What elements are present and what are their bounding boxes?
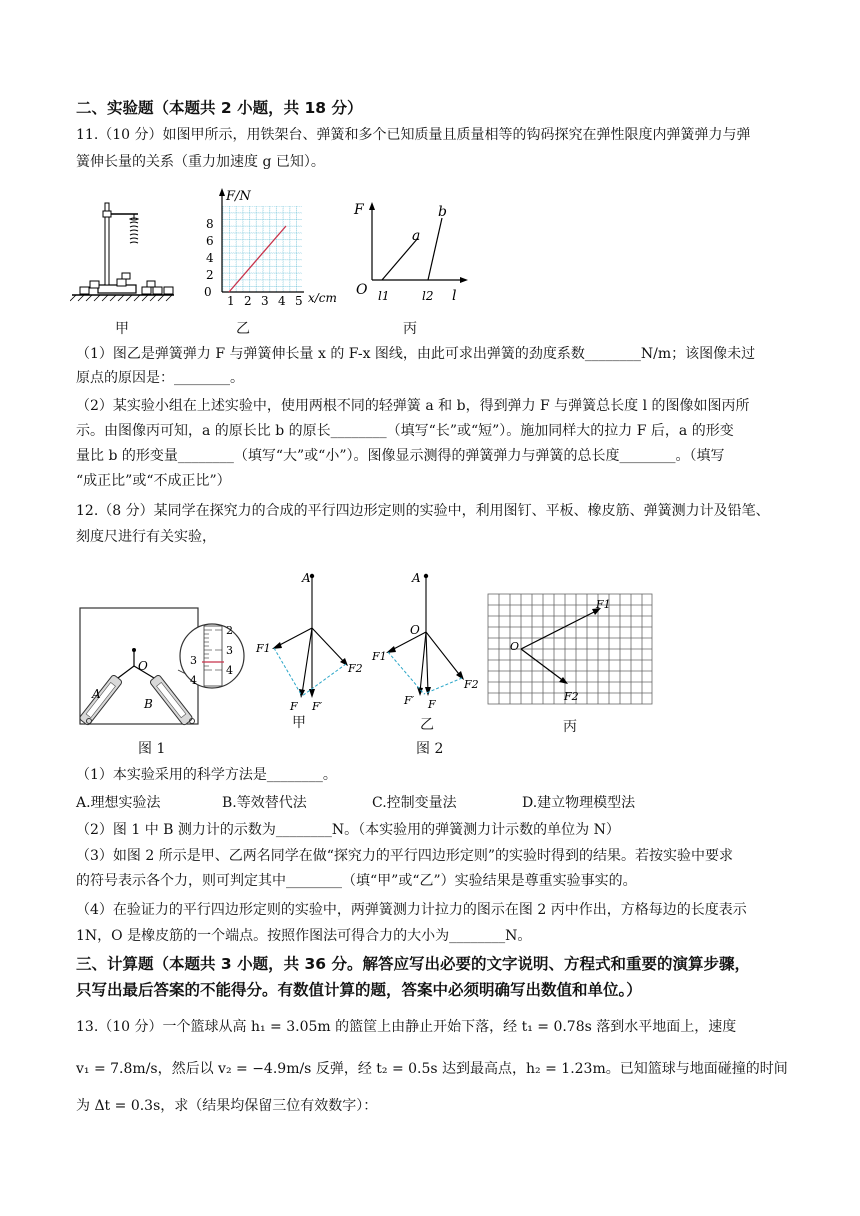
q12-yi-label-F2: F2 (464, 678, 479, 691)
q11-bing-label-b: b (438, 204, 447, 220)
q11-yi-ytick: 4 (206, 251, 214, 265)
q12-part1: （1）本实验采用的科学方法是________。 (76, 767, 337, 783)
q11-bing-label-l: l (452, 288, 457, 304)
q12-stem-line1: 12.（8 分）某同学在探究力的合成的平行四边形定则的实验中，利用图钉、平板、橡皮筋、弹簧测力计及铅笔、 (76, 503, 770, 519)
q12-yi-label-O: O (410, 623, 420, 637)
q12-bing-label-F2: F2 (564, 690, 579, 703)
section-2-title: 二、实验题（本题共 2 小题，共 18 分） (76, 99, 363, 117)
q11-yi-xtick: 1 (227, 294, 235, 306)
q12-gauge-right-3: 3 (226, 644, 233, 657)
q11-figure-yi (196, 186, 346, 306)
q11-yi-xlabel: x/cm (308, 291, 337, 305)
q12-option-b: B.等效替代法 (222, 795, 307, 811)
section-3-title-line1: 三、计算题（本题共 3 小题，共 36 分。解答应写出必要的文字说明、方程式和重要的演算步骤， (76, 955, 750, 973)
q11-part2-line4: “成正比”或“不成正比”） (76, 473, 231, 489)
q11-yi-xtick: 2 (244, 294, 252, 306)
q12-part4-line1: （4）在验证力的平行四边形定则的实验中，两弹簧测力计拉力的图示在图 2 丙中作出，方格每边的长度表示 (76, 902, 747, 918)
q12-figure-2-bing (484, 592, 656, 722)
q11-bing-ylabel: F (354, 202, 364, 218)
q11-yi-xtick: 5 (295, 294, 303, 306)
q11-part2-line3: 量比 b 的形变量________（填写“大”或“小”）。图像显示测得的弹簧弹力与弹簧的总长度________。（填写 (76, 448, 725, 464)
q12-fig1-label-A: A (92, 687, 101, 701)
q11-yi-ytick: 2 (206, 268, 214, 282)
q11-figure-bing (352, 196, 472, 308)
q12-option-c: C.控制变量法 (372, 795, 457, 811)
q13-line3: 为 Δt = 0.3s，求（结果均保留三位有效数字）： (76, 1098, 378, 1114)
q11-bing-label-a: a (412, 228, 421, 244)
q12-stem-line2: 刻度尺进行有关实验， (76, 529, 216, 545)
q11-figure-jia (70, 195, 180, 305)
q12-bing-label-F1: F1 (596, 598, 611, 611)
q12-option-a: A.理想实验法 (76, 795, 161, 811)
q13-line1: 13.（10 分）一个篮球从高 h₁ = 3.05m 的篮筐上由静止开始下落，经 t₁ = 0.78s 落到水平地面上，速度 (76, 1019, 737, 1035)
section-3-title-line2: 只写出最后答案的不能得分。有数值计算的题，答案中必须明确写出数值和单位。） (76, 981, 642, 999)
q12-gauge-right-4: 4 (226, 664, 233, 677)
q11-part1-line2: 原点的原因是：________。 (76, 370, 244, 386)
q12-part2: （2）图 1 中 B 测力计的示数为________N。（本实验用的弹簧测力计示数的单位为 N） (76, 822, 620, 838)
q11-yi-ytick: 6 (206, 234, 214, 248)
q11-part1-line1: （1）图乙是弹簧弹力 F 与弹簧伸长量 x 的 F-x 图线，由此可求出弹簧的劲度系数________N/m；该图像未过 (76, 346, 756, 362)
q12-jia-label-F: F (290, 700, 298, 713)
q12-gauge-left-4: 4 (190, 674, 197, 687)
q12-figure-2-yi (370, 568, 486, 718)
q11-yi-ytick: 0 (204, 285, 212, 299)
q12-part3-line2: 的符号表示各个力，则可判定其中________（填“甲”或“乙”）实验结果是尊重实验事实的。 (76, 873, 637, 889)
q11-yi-ylabel: F/N (226, 189, 251, 204)
q12-part3-line1: （3）如图 2 所示是甲、乙两名同学在做“探究力的平行四边形定则”的实验时得到的结果。若按实验中要求 (76, 848, 734, 864)
q12-fig1-caption: 图 1 (138, 741, 166, 757)
q11-part2-line2: 示。由图像丙可知，a 的原长比 b 的原长________（填写“长”或“短”）。施加同样大的拉力 F 后，a 的形变 (76, 423, 734, 439)
q12-figure-1 (74, 604, 246, 728)
q12-yi-label-F1: F1 (372, 650, 387, 663)
q12-figure-2-jia (250, 568, 370, 718)
q12-gauge-left-3: 3 (190, 654, 197, 667)
q12-gauge-right-2: 2 (226, 624, 233, 637)
q12-caption-bing: 丙 (563, 719, 577, 735)
q12-yi-label-Fprime: F′ (404, 694, 415, 707)
q12-jia-label-F2: F2 (348, 662, 363, 675)
q11-stem-line2: 簧伸长量的关系（重力加速度 g 已知）。 (76, 154, 325, 170)
q12-option-d: D.建立物理模型法 (522, 795, 636, 811)
q12-caption-yi: 乙 (420, 717, 434, 733)
q11-caption-yi: 乙 (236, 321, 250, 337)
q12-fig2-caption: 图 2 (416, 741, 444, 757)
q11-caption-bing: 丙 (403, 321, 417, 337)
q12-jia-label-Fprime: F′ (312, 700, 323, 713)
q11-yi-xtick: 4 (278, 294, 286, 306)
q11-caption-jia: 甲 (115, 321, 129, 337)
q11-bing-label-l1: l1 (378, 289, 390, 303)
q12-fig1-label-O: O (138, 659, 148, 673)
q11-bing-label-l2: l2 (422, 289, 434, 303)
q12-part4-line2: 1N，O 是橡皮筋的一个端点。按照作图法可得合力的大小为________N。 (76, 928, 532, 944)
q12-jia-label-F1: F1 (256, 642, 271, 655)
q11-yi-xtick: 3 (261, 294, 269, 306)
q11-part2-line1: （2）某实验小组在上述实验中，使用两根不同的轻弹簧 a 和 b，得到弹力 F 与弹簧总长度 l 的图像如图丙所 (76, 398, 750, 414)
q11-bing-origin: O (356, 282, 368, 298)
q12-caption-jia: 甲 (292, 715, 306, 731)
q11-stem-line1: 11.（10 分）如图甲所示，用铁架台、弹簧和多个已知质量且质量相等的钩码探究在弹性限度内弹簧弹力与弹 (76, 127, 751, 143)
q12-bing-label-O: O (510, 640, 520, 653)
q12-jia-label-A: A (302, 571, 311, 585)
q12-yi-label-A: A (412, 571, 421, 585)
q13-line2: v₁ = 7.8m/s，然后以 v₂ = −4.9m/s 反弹，经 t₂ = 0.5s 达到最高点，h₂ = 1.23m。已知篮球与地面碰撞的时间 (76, 1061, 788, 1077)
q12-yi-label-F: F (428, 698, 436, 711)
q11-yi-ytick: 8 (206, 217, 214, 231)
q12-fig1-label-B: B (144, 697, 153, 711)
